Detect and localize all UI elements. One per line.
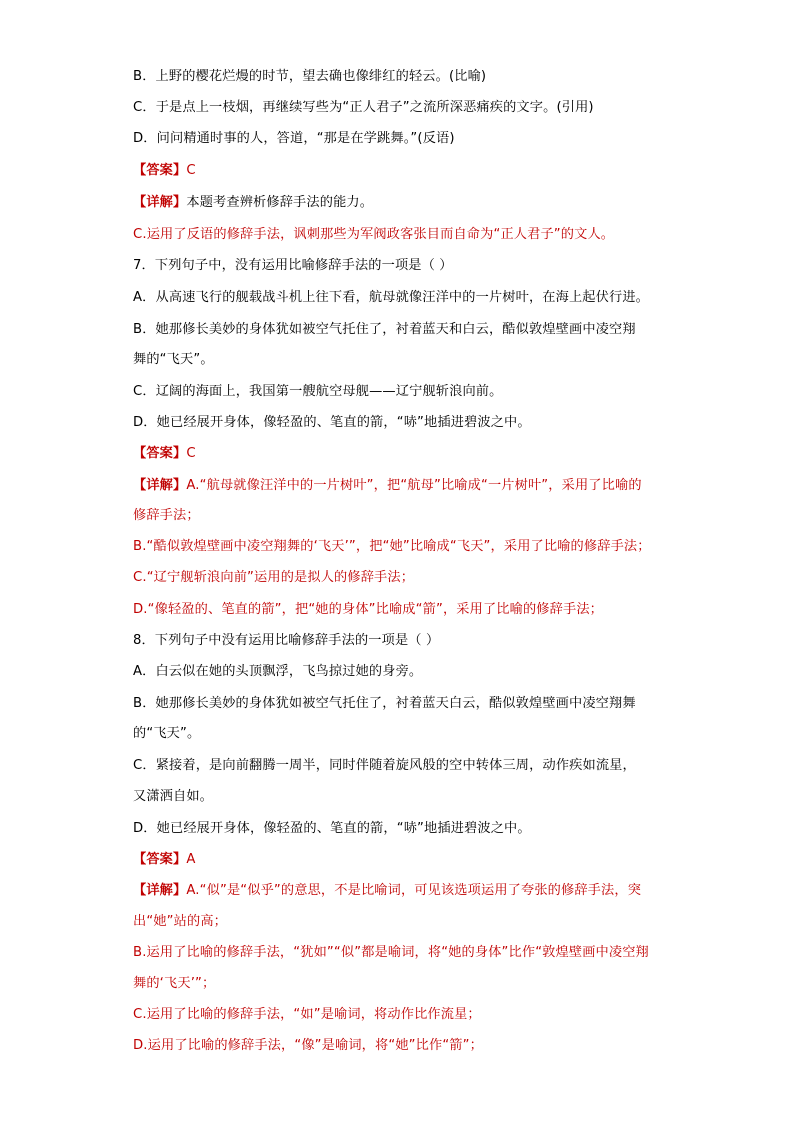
text-line: A．从高速飞行的舰载战斗机上往下看，航母就像汪洋中的一片树叶，在海上起伏行进。 — [133, 290, 649, 305]
text-line: 的“飞天”。 — [133, 726, 201, 741]
answer-line: 【答案】C — [133, 163, 196, 178]
text-line: 出“她”站的高； — [133, 914, 227, 929]
explanation-line: 【详解】本题考查辨析修辞手法的能力。 — [133, 195, 374, 210]
text-line: 舞的“飞天”。 — [133, 352, 214, 367]
text-line: B．上野的樱花烂熳的时节，望去确也像绯红的轻云。(比喻) — [133, 69, 487, 84]
text-line: A．白云似在她的头顶飘浮，飞鸟掠过她的身旁。 — [133, 664, 423, 679]
text-line: D．问问精通时事的人，答道，“那是在学跳舞。”(反语) — [133, 131, 455, 146]
text-line: D．她已经展开身体，像轻盈的、笔直的箭，“哧”地插进碧波之中。 — [133, 821, 531, 836]
answer-tag: 【答案】 — [133, 852, 187, 867]
text-line: C．于是点上一枝烟，再继续写些为“正人君子”之流所深恶痛疾的文字。(引用) — [133, 100, 594, 115]
text-line: B.运用了比喻的修辞手法，“犹如”“似”都是喻词，将“她的身体”比作“敦煌壁画中凌空翔 — [133, 945, 649, 960]
text-line: C.运用了反语的修辞手法，讽刺那些为军阀政客张目而自命为“正人君子”的文人。 — [133, 227, 615, 242]
text-line: B．她那修长美妙的身体犹如被空气托住了，衬着蓝天和白云，酷似敦煌壁画中凌空翔 — [133, 322, 636, 337]
explanation-tag: 【详解】 — [133, 478, 187, 493]
text-line: 舞的‘飞天’”； — [133, 976, 216, 991]
text-line: C．辽阔的海面上，我国第一艘航空母舰——辽宁舰斩浪向前。 — [133, 384, 503, 399]
explanation-tag: 【详解】 — [133, 195, 187, 210]
explanation-line: 【详解】A.“似”是“似乎”的意思，不是比喻词，可见该选项运用了夸张的修辞手法，突 — [133, 883, 642, 898]
text-line: D.“像轻盈的、笔直的箭”，把“她的身体”比喻成“箭”，采用了比喻的修辞手法； — [133, 602, 603, 617]
text-line: 又潇洒自如。 — [133, 789, 214, 804]
answer-line: 【答案】C — [133, 446, 196, 461]
answer-tag: 【答案】 — [133, 163, 187, 178]
text-line: C.运用了比喻的修辞手法，“如”是喻词，将动作比作流星； — [133, 1007, 481, 1022]
text-line: 修辞手法； — [133, 508, 200, 523]
text-line: B.“酷似敦煌壁画中凌空翔舞的‘飞天’”，把“她”比喻成“飞天”，采用了比喻的修辞手法； — [133, 539, 651, 554]
text-line: C．紧接着，是向前翻腾一周半，同时伴随着旋风般的空中转体三周，动作疾如流星， — [133, 758, 636, 773]
explanation-tag: 【详解】 — [133, 883, 187, 898]
text-line: D.运用了比喻的修辞手法，“像”是喻词，将“她”比作“箭”； — [133, 1038, 483, 1053]
question-title: 8．下列句子中没有运用比喻修辞手法的一项是（ ） — [133, 633, 440, 648]
text-line: B．她那修长美妙的身体犹如被空气托住了，衬着蓝天白云，酷似敦煌壁画中凌空翔舞 — [133, 696, 636, 711]
answer-tag: 【答案】 — [133, 446, 187, 461]
answer-line: 【答案】A — [133, 852, 196, 867]
text-line: C.“辽宁舰斩浪向前”运用的是拟人的修辞手法； — [133, 570, 415, 585]
text-line: D．她已经展开身体，像轻盈的、笔直的箭，“哧”地插进碧波之中。 — [133, 415, 531, 430]
explanation-line: 【详解】A.“航母就像汪洋中的一片树叶”，把“航母”比喻成“一片树叶”，采用了比喻的 — [133, 478, 642, 493]
question-title: 7．下列句子中，没有运用比喻修辞手法的一项是（ ） — [133, 258, 453, 273]
